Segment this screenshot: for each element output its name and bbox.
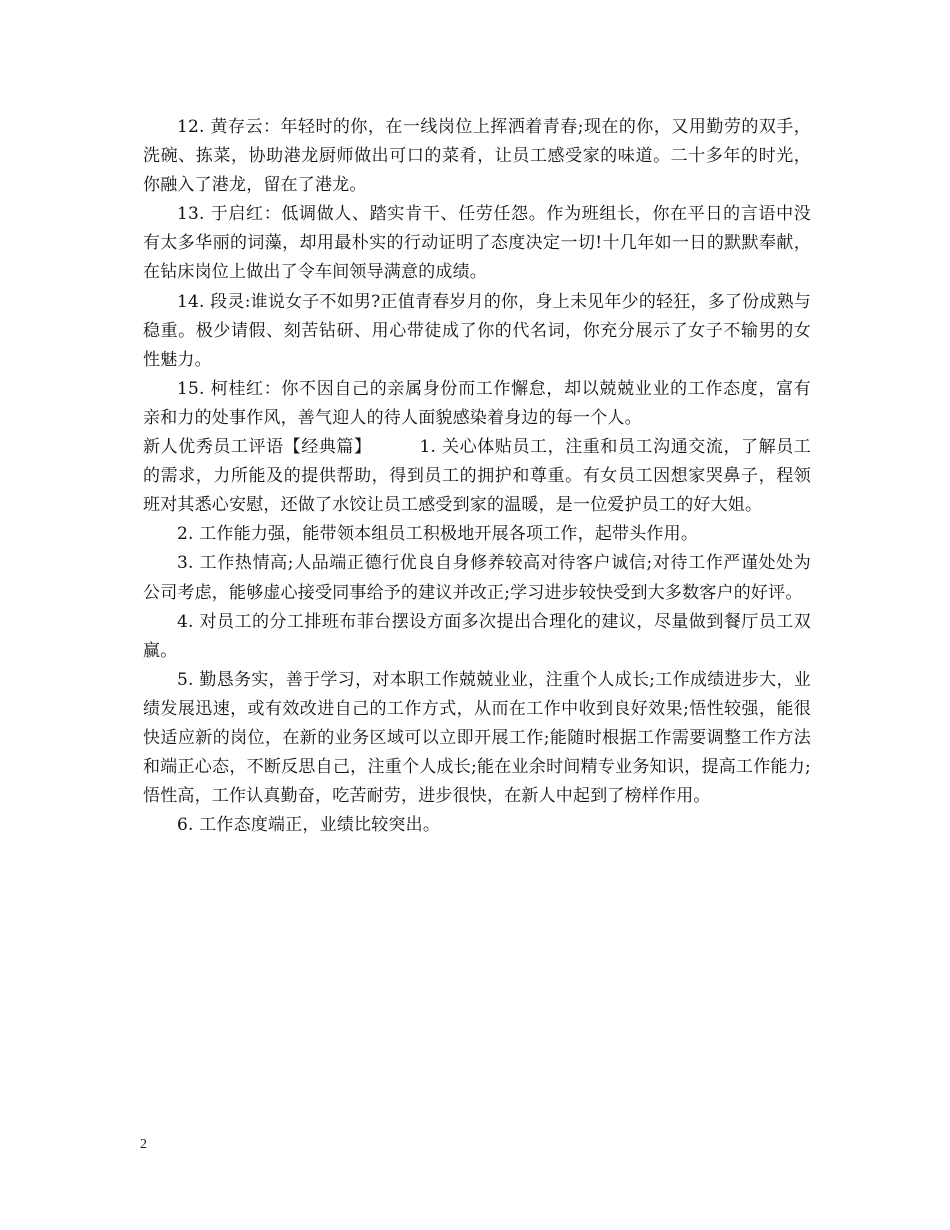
- list-item-5: 5. 勤恳务实，善于学习，对本职工作兢兢业业，注重个人成长;工作成绩进步大，业绩发展迅速，或有效改进自己的工作方式，从而在工作中收到良好效果;悟性较强，能很快适应新的岗位，在新的业务区域可以立即开展工作;能随时根据工作需要调整工作方法和端正心态，不断反思自己，注重个人成长;能在业余时间精专业务知识，提高工作能力;悟性高，工作认真勤奋，吃苦耐劳，进步很快，在新人中起到了榜样作用。: [143, 669, 811, 807]
- paragraph-12: 12. 黄存云：年轻时的你，在一线岗位上挥洒着青春;现在的你，又用勤劳的双手，洗碗、拣菜，协助港龙厨师做出可口的菜肴，让员工感受家的味道。二十多年的时光，你融入了港龙，留在了港龙。: [143, 117, 811, 196]
- list-item-3: 3. 工作热情高;人品端正德行优良自身修养较高对待客户诚信;对待工作严谨处处为公司考虑，能够虚心接受同事给予的建议并改正;学习进步较快受到大多数客户的好评。: [143, 553, 811, 603]
- paragraph-13: 13. 于启红：低调做人、踏实肯干、任劳任怨。作为班组长，你在平日的言语中没有太多华丽的词藻，却用最朴实的行动证明了态度决定一切!十几年如一日的默默奉献，在钻床岗位上做出了令车间领导满意的成绩。: [143, 204, 811, 283]
- paragraph-15: 15. 柯桂红：你不因自己的亲属身份而工作懈怠，却以兢兢业业的工作态度，富有亲和力的处事作风，善气迎人的待人面貌感染着身边的每一个人。: [143, 378, 811, 428]
- section-item-1: 1. 关心体贴员工，注重和员工沟通交流，了解员工的需求，力所能及的提供帮助，得到员工的拥护和尊重。有女员工因想家哭鼻子，程领班对其悉心安慰，还做了水饺让员工感受到家的温暖，是一位爱护员工的好大姐。: [143, 437, 811, 516]
- section-paragraph: [143, 433, 811, 520]
- list-item-6: 6. 工作态度端正，业绩比较突出。: [177, 815, 441, 836]
- list-item-4: 4. 对员工的分工排班布菲台摆设方面多次提出合理化的建议，尽量做到餐厅员工双赢。: [143, 611, 811, 661]
- list-item-2: 2. 工作能力强，能带领本组员工积极地开展各项工作，起带头作用。: [177, 524, 699, 545]
- document-body: [143, 113, 811, 840]
- paragraph-14: 14. 段灵:谁说女子不如男?正值青春岁月的你，身上未见年少的轻狂，多了份成熟与稳重。极少请假、刻苦钻研、用心带徒成了你的代名词，你充分展示了女子不输男的女性魅力。: [143, 291, 811, 370]
- section-heading: 新人优秀员工评语【经典篇】: [143, 437, 372, 458]
- section-gap: [372, 437, 420, 457]
- page-number: 2: [140, 1137, 147, 1152]
